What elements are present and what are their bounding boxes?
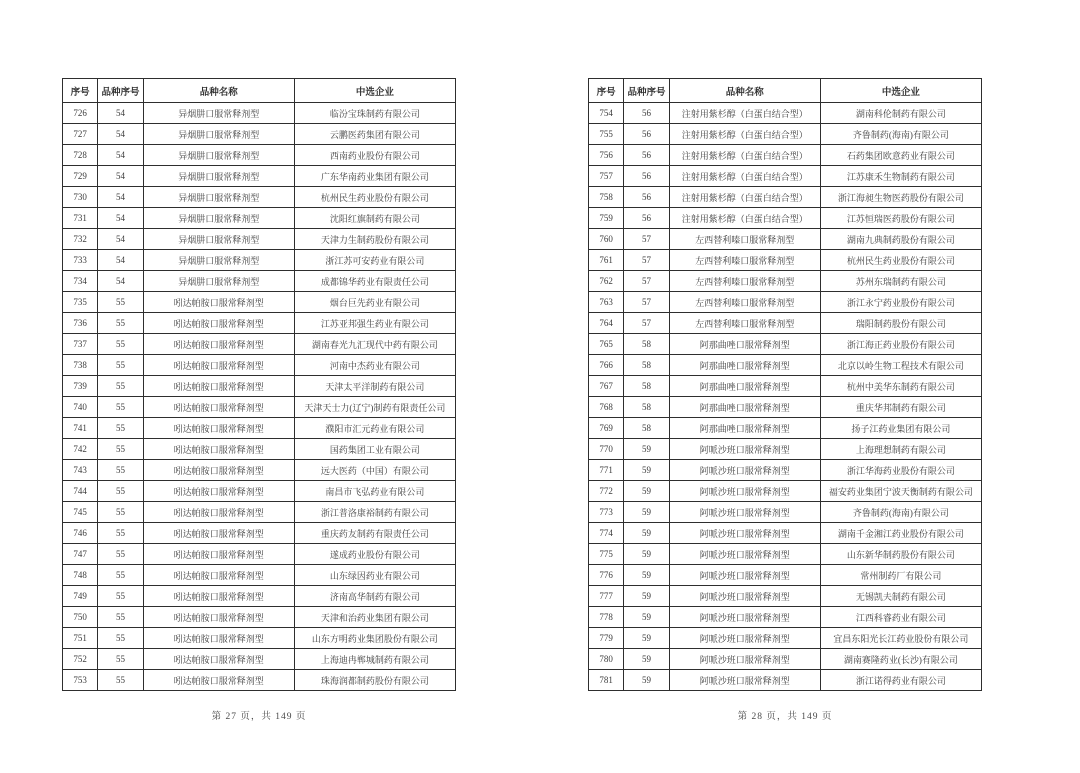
table-cell: 天津力生制药股份有限公司	[294, 229, 455, 250]
table-cell: 阿哌沙班口服常释剂型	[669, 607, 820, 628]
table-cell: 781	[589, 670, 624, 691]
table-cell: 54	[98, 166, 143, 187]
table-cell: 河南中杰药业有限公司	[294, 355, 455, 376]
table-cell: 瑞阳制药股份有限公司	[820, 313, 981, 334]
table-cell: 国药集团工业有限公司	[294, 439, 455, 460]
table-cell: 54	[98, 208, 143, 229]
table-cell: 55	[98, 292, 143, 313]
table-cell: 异烟肼口服常释剂型	[143, 208, 294, 229]
table-cell: 55	[98, 670, 143, 691]
table-cell: 741	[63, 418, 98, 439]
table-cell: 阿哌沙班口服常释剂型	[669, 502, 820, 523]
table-row	[63, 292, 456, 313]
table-row	[63, 439, 456, 460]
table-row	[589, 334, 982, 355]
table-cell: 55	[98, 544, 143, 565]
table-cell: 左西替利嗪口服常释剂型	[669, 292, 820, 313]
table-cell: 766	[589, 355, 624, 376]
table-cell: 55	[98, 523, 143, 544]
table-cell: 齐鲁制药(海南)有限公司	[820, 124, 981, 145]
table-cell: 752	[63, 649, 98, 670]
table-row	[63, 586, 456, 607]
table-row	[63, 649, 456, 670]
table-row	[589, 481, 982, 502]
table-cell: 遂成药业股份有限公司	[294, 544, 455, 565]
table-cell: 江苏恒瑞医药股份有限公司	[820, 208, 981, 229]
table-cell: 重庆华邦制药有限公司	[820, 397, 981, 418]
table-cell: 阿那曲唑口服常释剂型	[669, 418, 820, 439]
table-cell: 杭州中美华东制药有限公司	[820, 376, 981, 397]
table-row	[63, 565, 456, 586]
table-cell: 吲达帕胺口服常释剂型	[143, 418, 294, 439]
table-cell: 764	[589, 313, 624, 334]
table-cell: 沈阳红旗制药有限公司	[294, 208, 455, 229]
table-row	[63, 418, 456, 439]
table-cell: 左西替利嗪口服常释剂型	[669, 271, 820, 292]
table-cell: 阿哌沙班口服常释剂型	[669, 628, 820, 649]
table-cell: 浙江海正药业股份有限公司	[820, 334, 981, 355]
table-row	[589, 229, 982, 250]
table-cell: 山东新华制药股份有限公司	[820, 544, 981, 565]
table-cell: 58	[624, 355, 669, 376]
table-cell: 齐鲁制药(海南)有限公司	[820, 502, 981, 523]
table-row	[63, 166, 456, 187]
table-row	[63, 187, 456, 208]
table-cell: 异烟肼口服常释剂型	[143, 166, 294, 187]
table-cell: 767	[589, 376, 624, 397]
table-cell: 吲达帕胺口服常释剂型	[143, 334, 294, 355]
table-row	[589, 628, 982, 649]
table-cell: 746	[63, 523, 98, 544]
table-cell: 异烟肼口服常释剂型	[143, 145, 294, 166]
table-row	[63, 229, 456, 250]
table-row	[589, 166, 982, 187]
table-row	[589, 670, 982, 691]
table-cell: 吲达帕胺口服常释剂型	[143, 292, 294, 313]
page-27-table-container	[62, 78, 456, 691]
table-header-row	[589, 79, 982, 103]
table-cell: 745	[63, 502, 98, 523]
table-cell: 左西替利嗪口服常释剂型	[669, 229, 820, 250]
table-cell: 59	[624, 649, 669, 670]
table-cell: 772	[589, 481, 624, 502]
table-cell: 54	[98, 124, 143, 145]
table-cell: 吲达帕胺口服常释剂型	[143, 586, 294, 607]
table-cell: 54	[98, 229, 143, 250]
table-cell: 吲达帕胺口服常释剂型	[143, 439, 294, 460]
table-cell: 扬子江药业集团有限公司	[820, 418, 981, 439]
table-row	[63, 628, 456, 649]
table-cell: 江苏康禾生物制药有限公司	[820, 166, 981, 187]
table-cell: 阿哌沙班口服常释剂型	[669, 586, 820, 607]
table-cell: 阿哌沙班口服常释剂型	[669, 544, 820, 565]
table-cell: 阿哌沙班口服常释剂型	[669, 523, 820, 544]
table-cell: 湖南九典制药股份有限公司	[820, 229, 981, 250]
table-cell: 727	[63, 124, 98, 145]
table-row	[589, 565, 982, 586]
table-body	[63, 103, 456, 691]
table-cell: 769	[589, 418, 624, 439]
table-cell: 珠海润都制药股份有限公司	[294, 670, 455, 691]
table-cell: 南昌市飞弘药业有限公司	[294, 481, 455, 502]
table-cell: 779	[589, 628, 624, 649]
table-cell: 湖南千金湘江药业股份有限公司	[820, 523, 981, 544]
table-cell: 山东方明药业集团股份有限公司	[294, 628, 455, 649]
table-cell: 761	[589, 250, 624, 271]
table-cell: 747	[63, 544, 98, 565]
table-row	[63, 334, 456, 355]
table-cell: 59	[624, 481, 669, 502]
table-cell: 湖南春光九汇现代中药有限公司	[294, 334, 455, 355]
table-row	[589, 271, 982, 292]
table-cell: 58	[624, 418, 669, 439]
table-row	[589, 355, 982, 376]
table-cell: 济南高华制药有限公司	[294, 586, 455, 607]
table-cell: 59	[624, 670, 669, 691]
table-header-row	[63, 79, 456, 103]
table-cell: 浙江诺得药业有限公司	[820, 670, 981, 691]
table-cell: 780	[589, 649, 624, 670]
table-cell: 740	[63, 397, 98, 418]
selected-results-table-page-27	[62, 78, 456, 691]
selected-results-table-page-28	[588, 78, 982, 691]
table-cell: 异烟肼口服常释剂型	[143, 250, 294, 271]
table-row	[63, 481, 456, 502]
table-cell: 778	[589, 607, 624, 628]
table-row	[63, 313, 456, 334]
table-cell: 732	[63, 229, 98, 250]
table-cell: 57	[624, 229, 669, 250]
table-row	[589, 124, 982, 145]
table-cell: 768	[589, 397, 624, 418]
table-row	[63, 460, 456, 481]
table-cell: 阿那曲唑口服常释剂型	[669, 355, 820, 376]
table-cell: 59	[624, 628, 669, 649]
table-cell: 748	[63, 565, 98, 586]
table-cell: 北京以岭生物工程技术有限公司	[820, 355, 981, 376]
table-cell: 浙江永宁药业股份有限公司	[820, 292, 981, 313]
table-cell: 744	[63, 481, 98, 502]
table-row	[63, 376, 456, 397]
table-cell: 771	[589, 460, 624, 481]
table-cell: 阿哌沙班口服常释剂型	[669, 439, 820, 460]
table-cell: 54	[98, 250, 143, 271]
table-cell: 吲达帕胺口服常释剂型	[143, 481, 294, 502]
table-cell: 西南药业股份有限公司	[294, 145, 455, 166]
table-cell: 异烟肼口服常释剂型	[143, 229, 294, 250]
table-cell: 776	[589, 565, 624, 586]
table-cell: 湖南科伦制药有限公司	[820, 103, 981, 124]
table-cell: 吲达帕胺口服常释剂型	[143, 628, 294, 649]
table-cell: 56	[624, 166, 669, 187]
table-cell: 55	[98, 628, 143, 649]
column-header: 序号	[63, 79, 98, 103]
table-cell: 55	[98, 439, 143, 460]
table-cell: 无锡凯夫制药有限公司	[820, 586, 981, 607]
table-cell: 福安药业集团宁波天衡制药有限公司	[820, 481, 981, 502]
table-cell: 734	[63, 271, 98, 292]
table-cell: 吲达帕胺口服常释剂型	[143, 649, 294, 670]
table-row	[589, 313, 982, 334]
table-row	[589, 208, 982, 229]
table-cell: 55	[98, 460, 143, 481]
table-cell: 742	[63, 439, 98, 460]
table-cell: 注射用紫杉醇（白蛋白结合型）	[669, 124, 820, 145]
table-cell: 760	[589, 229, 624, 250]
table-cell: 54	[98, 187, 143, 208]
table-cell: 762	[589, 271, 624, 292]
table-cell: 55	[98, 607, 143, 628]
table-cell: 江苏亚邦强生药业有限公司	[294, 313, 455, 334]
table-row	[63, 502, 456, 523]
table-cell: 阿那曲唑口服常释剂型	[669, 376, 820, 397]
table-cell: 763	[589, 292, 624, 313]
table-cell: 吲达帕胺口服常释剂型	[143, 523, 294, 544]
table-cell: 730	[63, 187, 98, 208]
table-row	[63, 208, 456, 229]
table-cell: 756	[589, 145, 624, 166]
table-row	[589, 250, 982, 271]
table-cell: 阿那曲唑口服常释剂型	[669, 334, 820, 355]
table-cell: 54	[98, 145, 143, 166]
table-cell: 浙江苏可安药业有限公司	[294, 250, 455, 271]
table-cell: 烟台巨先药业有限公司	[294, 292, 455, 313]
table-cell: 注射用紫杉醇（白蛋白结合型）	[669, 103, 820, 124]
table-cell: 杭州民生药业股份有限公司	[294, 187, 455, 208]
table-cell: 左西替利嗪口服常释剂型	[669, 250, 820, 271]
table-cell: 750	[63, 607, 98, 628]
table-cell: 59	[624, 586, 669, 607]
table-cell: 注射用紫杉醇（白蛋白结合型）	[669, 166, 820, 187]
table-cell: 765	[589, 334, 624, 355]
table-cell: 55	[98, 334, 143, 355]
table-cell: 57	[624, 292, 669, 313]
column-header: 品种名称	[143, 79, 294, 103]
table-row	[63, 607, 456, 628]
table-cell: 55	[98, 649, 143, 670]
table-cell: 广东华南药业集团有限公司	[294, 166, 455, 187]
table-cell: 杭州民生药业股份有限公司	[820, 250, 981, 271]
table-cell: 阿哌沙班口服常释剂型	[669, 481, 820, 502]
table-cell: 55	[98, 418, 143, 439]
table-row	[63, 103, 456, 124]
table-cell: 56	[624, 208, 669, 229]
table-cell: 异烟肼口服常释剂型	[143, 103, 294, 124]
table-cell: 55	[98, 502, 143, 523]
table-cell: 上海理想制药有限公司	[820, 439, 981, 460]
table-row	[589, 586, 982, 607]
table-cell: 异烟肼口服常释剂型	[143, 271, 294, 292]
table-cell: 56	[624, 145, 669, 166]
table-row	[589, 460, 982, 481]
table-cell: 天津太平洋制药有限公司	[294, 376, 455, 397]
table-cell: 成都锦华药业有限责任公司	[294, 271, 455, 292]
table-row	[589, 397, 982, 418]
table-cell: 吲达帕胺口服常释剂型	[143, 376, 294, 397]
table-row	[589, 292, 982, 313]
table-cell: 浙江普洛康裕制药有限公司	[294, 502, 455, 523]
table-cell: 56	[624, 187, 669, 208]
table-cell: 石药集团欧意药业有限公司	[820, 145, 981, 166]
table-row	[589, 418, 982, 439]
table-row	[63, 124, 456, 145]
table-cell: 注射用紫杉醇（白蛋白结合型）	[669, 145, 820, 166]
table-row	[63, 544, 456, 565]
table-cell: 726	[63, 103, 98, 124]
table-cell: 739	[63, 376, 98, 397]
table-row	[63, 250, 456, 271]
table-cell: 59	[624, 460, 669, 481]
table-row	[63, 397, 456, 418]
column-header: 品种序号	[98, 79, 143, 103]
table-cell: 55	[98, 313, 143, 334]
table-cell: 54	[98, 103, 143, 124]
table-cell: 777	[589, 586, 624, 607]
table-cell: 733	[63, 250, 98, 271]
table-cell: 天津和治药业集团有限公司	[294, 607, 455, 628]
table-row	[63, 523, 456, 544]
table-cell: 55	[98, 481, 143, 502]
table-cell: 729	[63, 166, 98, 187]
table-cell: 59	[624, 565, 669, 586]
table-cell: 吲达帕胺口服常释剂型	[143, 460, 294, 481]
table-cell: 异烟肼口服常释剂型	[143, 187, 294, 208]
table-cell: 56	[624, 103, 669, 124]
table-cell: 临汾宝珠制药有限公司	[294, 103, 455, 124]
table-cell: 濮阳市汇元药业有限公司	[294, 418, 455, 439]
column-header: 中选企业	[820, 79, 981, 103]
table-cell: 吲达帕胺口服常释剂型	[143, 502, 294, 523]
table-cell: 吲达帕胺口服常释剂型	[143, 565, 294, 586]
table-cell: 吲达帕胺口服常释剂型	[143, 670, 294, 691]
table-row	[589, 502, 982, 523]
page-number-left: 第 27 页，共 149 页	[211, 712, 307, 722]
table-row	[63, 145, 456, 166]
table-cell: 55	[98, 397, 143, 418]
column-header: 品种名称	[669, 79, 820, 103]
table-row	[589, 439, 982, 460]
table-row	[589, 376, 982, 397]
table-cell: 770	[589, 439, 624, 460]
table-cell: 59	[624, 544, 669, 565]
table-row	[589, 649, 982, 670]
table-cell: 58	[624, 376, 669, 397]
table-cell: 吲达帕胺口服常释剂型	[143, 397, 294, 418]
table-cell: 55	[98, 355, 143, 376]
table-cell: 58	[624, 334, 669, 355]
table-cell: 753	[63, 670, 98, 691]
table-cell: 59	[624, 607, 669, 628]
table-row	[589, 544, 982, 565]
table-cell: 55	[98, 376, 143, 397]
page-number-right: 第 28 页，共 149 页	[737, 712, 833, 722]
table-cell: 731	[63, 208, 98, 229]
table-cell: 浙江华海药业股份有限公司	[820, 460, 981, 481]
table-cell: 吲达帕胺口服常释剂型	[143, 544, 294, 565]
table-cell: 59	[624, 439, 669, 460]
table-cell: 湖南赛隆药业(长沙)有限公司	[820, 649, 981, 670]
table-cell: 55	[98, 565, 143, 586]
table-cell: 737	[63, 334, 98, 355]
table-cell: 重庆药友制药有限责任公司	[294, 523, 455, 544]
table-row	[589, 607, 982, 628]
table-cell: 736	[63, 313, 98, 334]
table-cell: 江西科睿药业有限公司	[820, 607, 981, 628]
table-cell: 常州制药厂有限公司	[820, 565, 981, 586]
table-cell: 58	[624, 397, 669, 418]
table-cell: 54	[98, 271, 143, 292]
table-cell: 56	[624, 124, 669, 145]
table-cell: 左西替利嗪口服常释剂型	[669, 313, 820, 334]
table-cell: 735	[63, 292, 98, 313]
table-cell: 755	[589, 124, 624, 145]
table-cell: 738	[63, 355, 98, 376]
table-row	[63, 355, 456, 376]
table-cell: 749	[63, 586, 98, 607]
table-cell: 云鹏医药集团有限公司	[294, 124, 455, 145]
table-cell: 59	[624, 502, 669, 523]
table-cell: 758	[589, 187, 624, 208]
table-body	[589, 103, 982, 691]
table-cell: 57	[624, 271, 669, 292]
table-cell: 728	[63, 145, 98, 166]
table-row	[589, 145, 982, 166]
table-cell: 55	[98, 586, 143, 607]
table-cell: 注射用紫杉醇（白蛋白结合型）	[669, 187, 820, 208]
table-row	[589, 187, 982, 208]
table-cell: 阿哌沙班口服常释剂型	[669, 670, 820, 691]
table-cell: 阿哌沙班口服常释剂型	[669, 565, 820, 586]
table-row	[63, 670, 456, 691]
table-cell: 浙江海昶生物医药股份有限公司	[820, 187, 981, 208]
table-cell: 57	[624, 313, 669, 334]
table-row	[589, 523, 982, 544]
table-cell: 59	[624, 523, 669, 544]
table-cell: 吲达帕胺口服常释剂型	[143, 355, 294, 376]
page-28-table-container	[588, 78, 982, 691]
table-cell: 吲达帕胺口服常释剂型	[143, 313, 294, 334]
table-row	[63, 271, 456, 292]
table-cell: 743	[63, 460, 98, 481]
table-row	[589, 103, 982, 124]
table-cell: 阿哌沙班口服常释剂型	[669, 460, 820, 481]
table-cell: 774	[589, 523, 624, 544]
table-cell: 吲达帕胺口服常释剂型	[143, 607, 294, 628]
table-cell: 山东绿因药业有限公司	[294, 565, 455, 586]
table-cell: 苏州东瑞制药有限公司	[820, 271, 981, 292]
table-cell: 751	[63, 628, 98, 649]
column-header: 序号	[589, 79, 624, 103]
column-header: 中选企业	[294, 79, 455, 103]
table-cell: 775	[589, 544, 624, 565]
table-cell: 宜昌东阳光长江药业股份有限公司	[820, 628, 981, 649]
table-cell: 异烟肼口服常释剂型	[143, 124, 294, 145]
table-cell: 上海迪冉郸城制药有限公司	[294, 649, 455, 670]
table-cell: 757	[589, 166, 624, 187]
table-cell: 754	[589, 103, 624, 124]
table-cell: 阿那曲唑口服常释剂型	[669, 397, 820, 418]
table-cell: 天津天士力(辽宁)制药有限责任公司	[294, 397, 455, 418]
column-header: 品种序号	[624, 79, 669, 103]
table-cell: 57	[624, 250, 669, 271]
table-cell: 759	[589, 208, 624, 229]
table-cell: 773	[589, 502, 624, 523]
table-cell: 阿哌沙班口服常释剂型	[669, 649, 820, 670]
table-cell: 远大医药（中国）有限公司	[294, 460, 455, 481]
table-cell: 注射用紫杉醇（白蛋白结合型）	[669, 208, 820, 229]
